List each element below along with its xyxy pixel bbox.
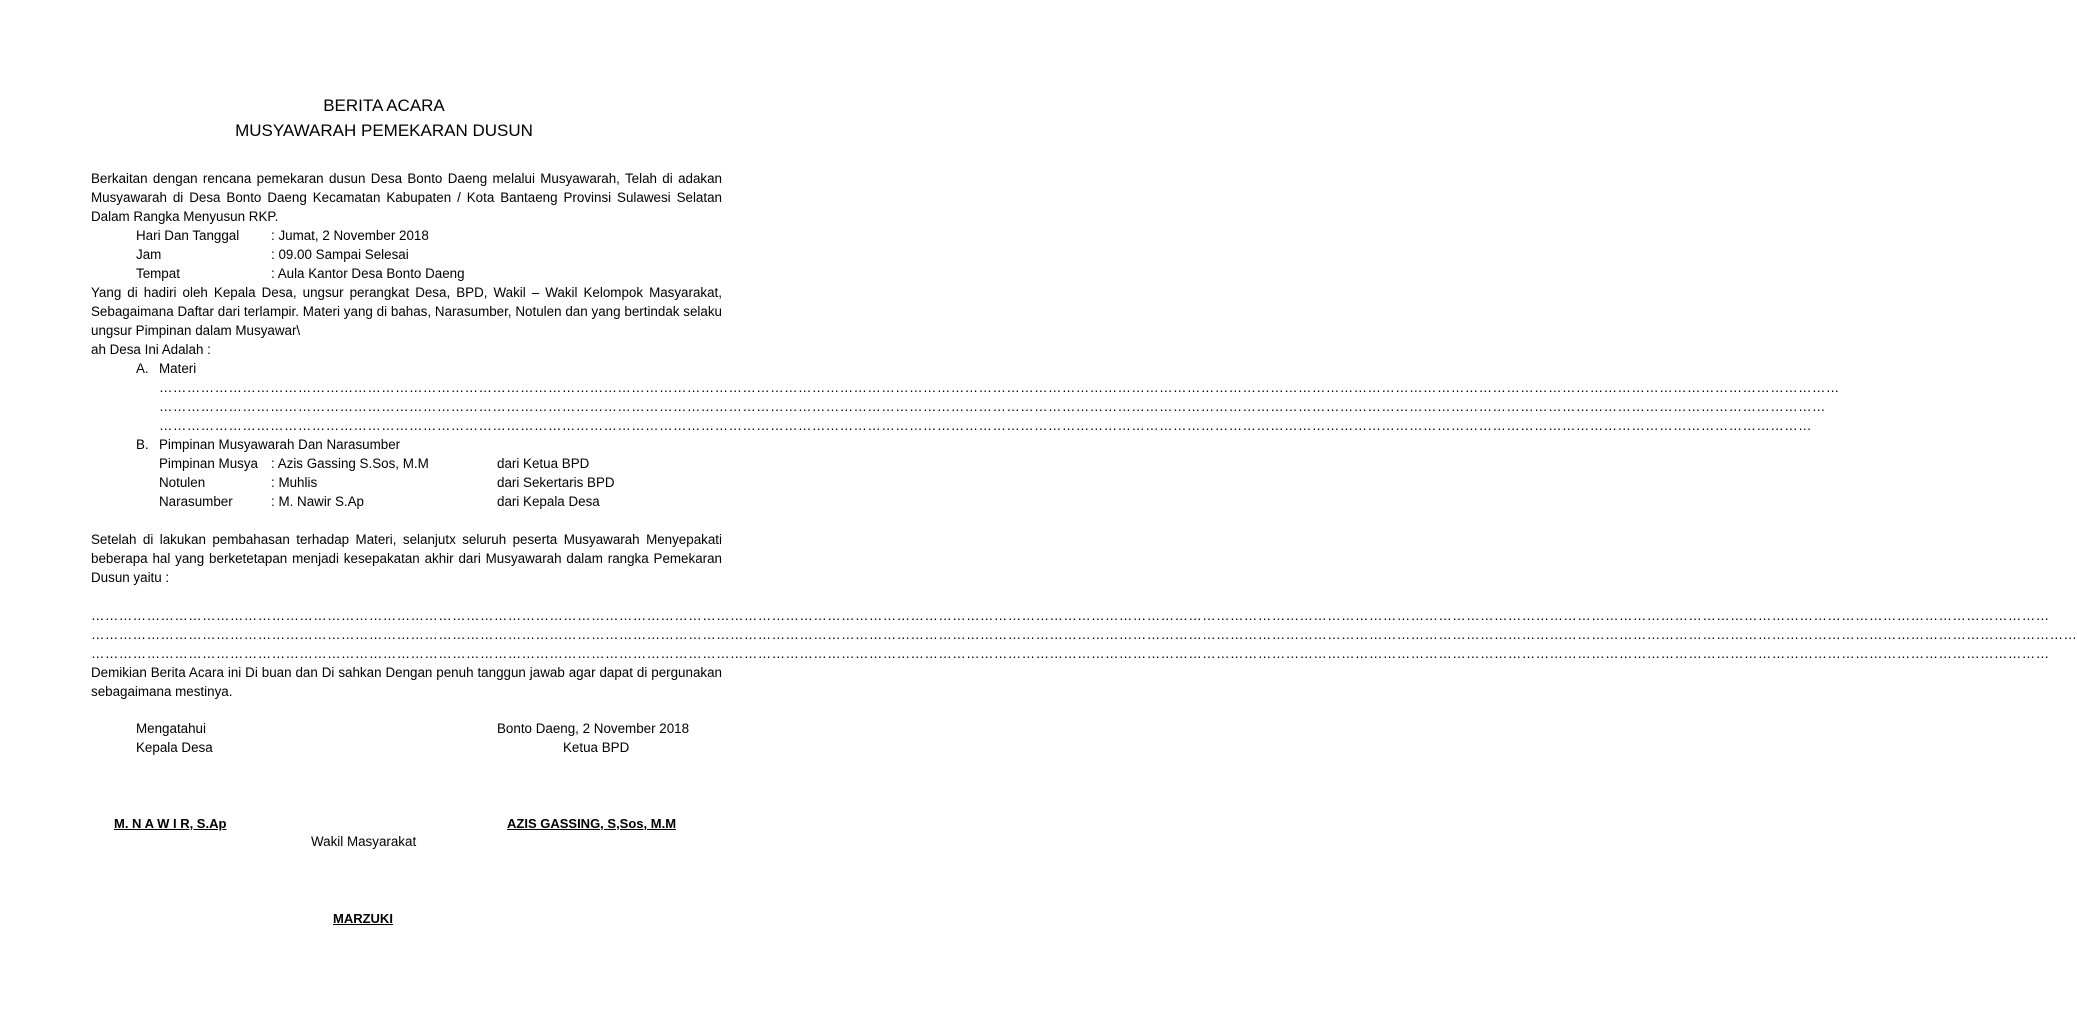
signature-right-date: Bonto Daeng, 2 November 2018 — [497, 721, 690, 736]
schedule-value-time: : 09.00 Sampai Selesai — [271, 247, 409, 262]
document-title: BERITA ACARA — [323, 96, 445, 115]
signature-left-name: M. N A W I R, S.Ap — [114, 816, 227, 831]
result-paragraph: Setelah di lakukan pembahasan terhadap Materi, selanjutx seluruh peserta Musyawarah Menyepakati beberapa hal yang berketetapan menjadi kesepakatan akhir dari Musyawarah dalam rangka Pemekaran Dusun yaitu : — [91, 532, 722, 585]
section-b-value-narasumber: : M. Nawir S.Ap — [271, 494, 365, 509]
schedule-value-date: : Jumat, 2 November 2018 — [271, 228, 429, 243]
closing-paragraph: Demikian Berita Acara ini Di buan dan Di sahkan Dengan penuh tanggun jawab agar dapat di pergunakan sebagaimana mestinya. — [91, 665, 722, 699]
section-b-label-narasumber: Narasumber — [159, 494, 233, 509]
result-blank-line: ……………………………………………………………………………………………………………………………………………………………………………………………………………………………………………………………………………………………………………………………………………………………………………………… — [91, 608, 2050, 623]
section-b-value-notulen: : Muhlis — [271, 475, 318, 490]
section-a-heading: Materi — [159, 361, 197, 376]
signature-right-title: Ketua BPD — [563, 740, 630, 755]
schedule-value-place: : Aula Kantor Desa Bonto Daeng — [271, 266, 465, 281]
schedule-label-date: Hari Dan Tanggal — [136, 228, 240, 243]
section-a-blank-line: ……………………………………………………………………………………………………………………………………………………………………………………………………………………………………………………………………………………………………………………………… — [159, 399, 1826, 414]
attendance-tail: ah Desa Ini Adalah : — [91, 342, 211, 357]
section-b-role-narasumber: dari Kepala Desa — [497, 494, 600, 509]
section-a-blank-line: ………………………………………………………………………………………………………………………………………………………………………………………………………………………………………………………………………………………………………………………………… — [159, 380, 1840, 395]
section-b-heading: Pimpinan Musyawarah Dan Narasumber — [159, 437, 401, 452]
result-blank-line: …………………………………………………………………………………………………………………………………………………………………………………………………………………………………………………………………………………………………………………………………………………………………………………………… — [91, 627, 2077, 642]
section-b-value-leader: : Azis Gassing S.Sos, M.M — [271, 456, 429, 471]
document-subtitle: MUSYAWARAH PEMEKARAN DUSUN — [235, 121, 533, 140]
section-a-blank-line: …………………………………………………………………………………………………………………………………………………………………………………………………………………………………………………………………………………………………………………………… — [159, 418, 1812, 433]
result-blank-line: ……………………………………………………………………………………………………………………………………………………………………………………………………………………………………………………………………………………………………………………………………………………………………………………… — [91, 646, 2050, 661]
signature-middle-title: Wakil Masyarakat — [311, 834, 417, 849]
section-b-role-notulen: dari Sekertaris BPD — [497, 475, 615, 490]
signature-left-top: Mengatahui — [136, 721, 206, 736]
schedule-label-place: Tempat — [136, 266, 180, 281]
signature-middle-name: MARZUKI — [333, 911, 393, 926]
attendance-paragraph: Yang di hadiri oleh Kepala Desa, ungsur perangkat Desa, BPD, Wakil – Wakil Kelompok Masyarakat, Sebagaimana Daftar dari terlampir. Materi yang di bahas, Narasumber, Notulen dan yang bertindak selaku ungsur Pimpinan dalam Musyawar\ — [91, 285, 722, 338]
section-b-marker: B. — [136, 437, 149, 452]
signature-right-name: AZIS GASSING, S,Sos, M.M — [507, 816, 677, 831]
schedule-label-time: Jam — [136, 247, 162, 262]
section-b-role-leader: dari Ketua BPD — [497, 456, 590, 471]
intro-paragraph: Berkaitan dengan rencana pemekaran dusun Desa Bonto Daeng melalui Musyawarah, Telah di adakan Musyawarah di Desa Bonto Daeng Kecamatan Kabupaten / Kota Bantaeng Provinsi Sulawesi Selatan Dalam Rangka Menyusun RKP. — [91, 171, 722, 224]
section-b-label-leader: Pimpinan Musya — [159, 456, 258, 471]
section-b-label-notulen: Notulen — [159, 475, 206, 490]
section-a-marker: A. — [136, 361, 149, 376]
signature-left-title: Kepala Desa — [136, 740, 213, 755]
